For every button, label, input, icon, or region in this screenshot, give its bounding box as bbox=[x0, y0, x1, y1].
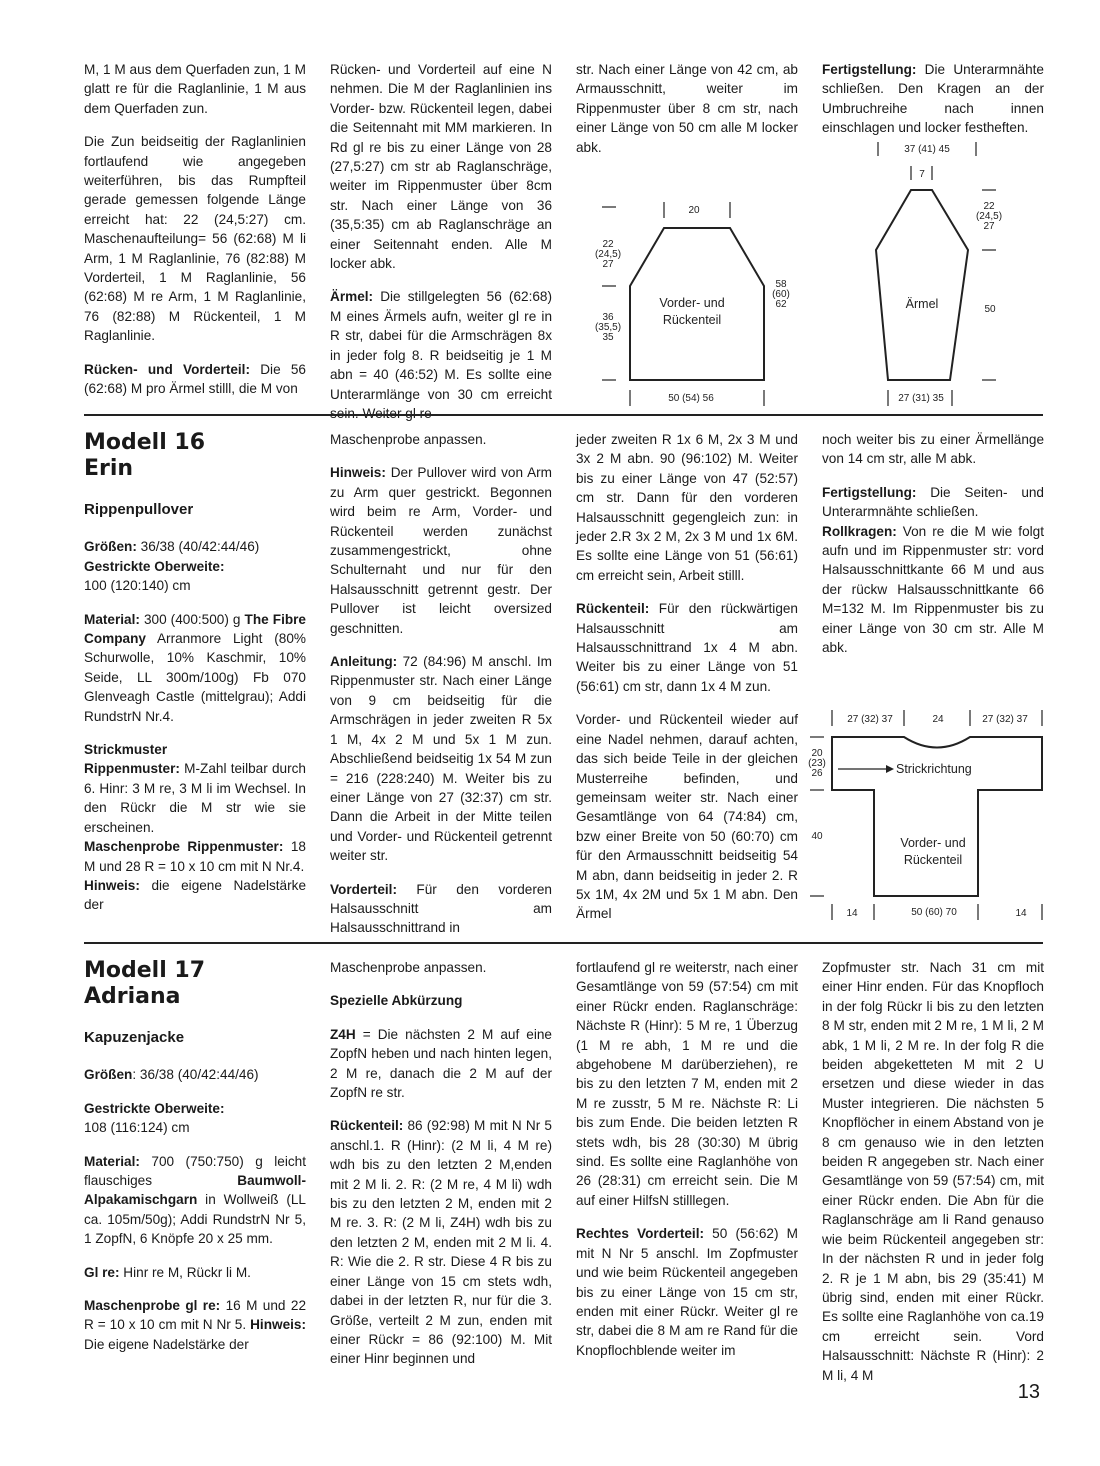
model-number: Modell 17 bbox=[84, 958, 206, 983]
brand-name: Baumwoll-Alpakamischgarn bbox=[84, 1173, 306, 1208]
inline-label: Ärmel: bbox=[330, 289, 374, 305]
brand-name: The Fibre Company bbox=[84, 611, 306, 647]
inline-text: Von re die M wie folgt aufn und im Rippenmuster str: vord Halsausschnittkante 66 M und aus der rückw Halsausschnittkante 66 M=132 M. Im Rippenmuster bis zu einer Länge von 30 cm str. Alle M abk. bbox=[822, 523, 1044, 656]
inline-text: die eigene Nadelstärke der bbox=[84, 877, 306, 913]
page-number: 13 bbox=[1017, 1381, 1040, 1403]
dim-bottom-left: 14 bbox=[846, 908, 858, 919]
model-name: Adriana bbox=[84, 984, 181, 1009]
inline-label: Rückenteil: bbox=[330, 1118, 404, 1134]
inline-text: in Wollweiß (LL ca. 105m/50g); Addi RundstrN Nr 5, 1 ZopfN, 6 Knöpfe 20 x 25 mm. bbox=[84, 1192, 306, 1247]
paragraph bbox=[330, 287, 552, 423]
inline-text: 50 (56:62) M mit N Nr 5 anschl. Im Zopfmuster und wie beim Rückenteil angegeben bis zu einer Länge von 15 cm str, enden mit einer Rückr. Weiter gl re str, dabei die 8 M am re Rand für die Knopflochblende weiter im bbox=[576, 1226, 798, 1358]
dim-right-top-3: 27 bbox=[983, 221, 995, 232]
inline-label: Maschenprobe Rippenmuster: bbox=[84, 839, 284, 855]
arrow-right-icon bbox=[886, 765, 894, 773]
inline-text: Die Seiten- und Unterarmnähte schließen. bbox=[822, 484, 1044, 520]
dim-left-bottom-2: (35,5) bbox=[594, 322, 622, 333]
section3-col3 bbox=[576, 958, 798, 1360]
section-divider bbox=[84, 942, 1043, 944]
paragraph: Vorder- und Rückenteil wieder auf eine Nadel nehmen, darauf achten, das sich beide Teile in der gleichen Musterreihe befinden, und gemeinsam weiter str. Nach einer Gesamtlänge von 64 (74:84) cm, bzw einer Breite von 50 (60:70) cm für den Armausschnitt beidseitig 54 M abn, dann beidseitig in jeder 2. R 5x 1M, 4x 2M und 5x 1 M abn. Den Ärmel bbox=[576, 712, 798, 922]
dim-right-1: 58 bbox=[775, 279, 787, 290]
inline-text: M-Zahl teilbar durch 6. Hinr: 3 M re, 3 M li im Wechsel. In den Rückr die M str wie sie erscheinen. bbox=[84, 761, 306, 835]
dim-left-top-2: (24,5) bbox=[594, 249, 622, 260]
inline-text: 72 (84:96) M anschl. Im Rippenmuster str. Nach einer Länge von 9 cm beidseitig für die Armschrägen in jeder zweiten R 5x 1 M, 4x 2 M und 5x 1 M zun. Abschließend beidseitig 1x 54 M zun = 216 (228:240) M. Weiter bis zu einer Länge von 27 (32:37) cm str. Dann die Arbeit in der Mitte teilen und Vorder- und Rückenteil getrennt weiter str. bbox=[330, 654, 552, 864]
inline-text: 18 M und 28 R = 10 x 10 cm mit N Nr.4. bbox=[84, 839, 306, 874]
section2-col3 bbox=[576, 430, 798, 924]
paragraph: 108 (116:124) cm bbox=[84, 1120, 190, 1136]
paragraph: M, 1 M aus dem Querfaden zun, 1 M glatt re für die Raglanlinie, 1 M aus dem Querfaden zun. bbox=[84, 62, 306, 116]
inline-text: Die eigene Nadelstärke der bbox=[84, 1336, 249, 1352]
dim-right-3: 62 bbox=[775, 299, 787, 310]
section3-col1 bbox=[84, 958, 306, 1354]
paragraph bbox=[84, 740, 306, 759]
paragraph bbox=[330, 652, 552, 865]
dim-left-top-1: 20 bbox=[811, 748, 823, 759]
paragraph bbox=[84, 876, 306, 915]
inline-label: Material: bbox=[84, 611, 140, 627]
paragraph bbox=[330, 1025, 552, 1103]
paragraph bbox=[84, 1263, 306, 1282]
inline-text: 300 (400:500) g bbox=[139, 611, 245, 627]
piece-label: Ärmel bbox=[905, 297, 939, 311]
inline-label: Größen: bbox=[84, 539, 137, 555]
dim-top-mid: 24 bbox=[932, 714, 944, 725]
inline-text: Für den rückwärtigen Halsausschnitt am Halsausschnittrand 1x 4 M abn. Weiter bis zu einer Länge von 51 (56:61) cm str, dann 1x 4 M zun. bbox=[576, 601, 798, 694]
inline-label: Rechtes Vorderteil: bbox=[576, 1226, 705, 1242]
body-schematic-diagram bbox=[580, 190, 810, 410]
paragraph: Maschenprobe anpassen. bbox=[330, 432, 487, 447]
section1-col1 bbox=[84, 60, 306, 399]
paragraph: str. Nach einer Länge von 42 cm, ab Armausschnitt, weiter im Rippenmuster über 8 cm str, nach einer Länge von 50 cm alle M locker abk. bbox=[576, 62, 798, 155]
inline-label: Z4H bbox=[330, 1026, 356, 1042]
dim-right-top-2: (24,5) bbox=[975, 211, 1003, 222]
section2-col1 bbox=[84, 430, 306, 915]
paragraph bbox=[330, 1116, 552, 1368]
paragraph bbox=[84, 837, 306, 876]
paragraph bbox=[84, 1152, 306, 1249]
sleeve-schematic-diagram bbox=[864, 138, 1044, 410]
dim-left-top-2: (23) bbox=[808, 758, 826, 769]
paragraph bbox=[330, 463, 552, 638]
inline-label: Größen bbox=[84, 1067, 133, 1083]
dim-left-top-1: 22 bbox=[602, 239, 614, 250]
inline-heading: Strickmuster bbox=[84, 742, 168, 758]
dim-top: 20 bbox=[688, 205, 700, 216]
inline-text: Der Pullover wird von Arm zu Arm quer gestrickt. Begonnen wird beim re Arm, Vorder- und Rückenteil werden zunächst zusammengestrickt, ohne Schulternaht und nur für den Halsausschnitt getrennt gestr. Der Pullover ist leicht oversized geschnitten. bbox=[330, 465, 552, 636]
inline-text: 700 (750:750) g leicht flauschiges bbox=[84, 1153, 306, 1189]
paragraph bbox=[84, 1065, 306, 1084]
section3-col4 bbox=[822, 958, 1044, 1385]
dim-top: 7 bbox=[919, 169, 925, 180]
inline-label: Fertigstellung: bbox=[822, 62, 917, 77]
inline-text: Hinr re M, Rückr li M. bbox=[119, 1264, 251, 1280]
dim-top-left: 27 (32) 37 bbox=[847, 714, 893, 725]
inline-label: Rollkragen: bbox=[822, 523, 897, 539]
paragraph: jeder zweiten R 1x 6 M, 2x 3 M und 3x 2 M abn. 90 (96:102) M. Weiter bis zu einer Länge von 47 (52:57) cm str. Dann für den vorderen Halsausschnitt gegengleich zun: in jeder 2.R 3x 2 M, 2x 3 M und 1x 6M. Es sollte eine Länge von 51 (56:61) cm erreicht sein, Arbeit stilll. bbox=[576, 432, 798, 583]
section1-col3 bbox=[576, 60, 798, 157]
model-number: Modell 16 bbox=[84, 430, 206, 455]
section2-col2 bbox=[330, 430, 552, 938]
dim-top-right: 27 (32) 37 bbox=[982, 714, 1028, 725]
inline-label: Hinweis: bbox=[250, 1317, 306, 1333]
section1-col2 bbox=[330, 60, 552, 423]
inline-text: Für den vorderen Halsausschnitt am Halsausschnittrand in bbox=[330, 881, 552, 936]
paragraph bbox=[822, 483, 1044, 522]
paragraph: Rücken- und Vorderteil auf eine N nehmen. Die M der Raglanlinien ins Vorder- bzw. Rückenteil legen, dabei die Seitennaht mit MM markieren. In Rd gl re bis zu einer Länge von 28 (27,5:27) cm str ab Raglanschräge, weiter im Rippenmuster über 8cm str. Nach einer Länge von 36 (35,5:35) cm ab Raglanschräge an einer Seitennaht enden. Alle M locker abk. bbox=[330, 62, 552, 272]
inline-text: 16 M und 22 R = 10 x 10 cm mit N Nr 5. bbox=[84, 1298, 306, 1333]
dim-left-top-3: 26 bbox=[811, 768, 823, 779]
inline-heading: Spezielle Abkürzung bbox=[330, 993, 463, 1009]
inline-text: : 36/38 (40/42:44/46) bbox=[132, 1067, 259, 1083]
inline-label: Material: bbox=[84, 1153, 140, 1169]
paragraph bbox=[84, 1296, 306, 1354]
inline-text: Die Unterarmnähte schließen. Den Kragen an der Umbruchreihe nach innen einschlagen und locker festheften. bbox=[822, 62, 1044, 136]
inline-label: Gl re: bbox=[84, 1264, 120, 1280]
inline-label: Rücken- und Vorderteil: bbox=[84, 361, 250, 377]
pullover-outline bbox=[832, 737, 1042, 896]
piece-label-1: Vorder- und bbox=[900, 836, 966, 850]
section2-col4 bbox=[822, 430, 1044, 657]
inline-text: 86 (92:98) M mit N Nr 5 anschl.1. R (Hinr): (2 M li, 4 M re) wdh bis zu den letzten 2 M,enden mit 2 M li. 2. R: (2 M re, 4 M li) wdh bis zu den letzten 2 M, enden mit 2 M re. 3. R: (2 M li, Z4H) wdh bis zu den letzten 2 M, enden mit 2 M li. 4. R: Wie die 2. R str. Diese 4 R bis zu einer Länge von 15 cm stets wdh, dabei in der letzten R, nur für die 3. Größe, verteilt 2 M zun, enden mit einer Rückr = 86 (92:100) M. Mit einer Hinr beginnen und bbox=[330, 1118, 552, 1367]
model-name: Erin bbox=[84, 456, 134, 481]
inline-label: Gestrickte Oberweite: bbox=[84, 1100, 225, 1116]
dim-bottom: 27 (31) 35 bbox=[898, 393, 944, 404]
dim-right-2: (60) bbox=[772, 289, 790, 300]
inline-label: Hinweis: bbox=[84, 877, 140, 893]
model-subtitle: Rippenpullover bbox=[84, 501, 194, 518]
inline-label: Rippenmuster: bbox=[84, 761, 180, 777]
inline-label: Gestrickte Oberweite: bbox=[84, 558, 225, 574]
paragraph bbox=[822, 522, 1044, 658]
dim-bottom-right: 14 bbox=[1015, 908, 1027, 919]
section-divider bbox=[84, 414, 1043, 416]
inline-label: Vorderteil: bbox=[330, 881, 397, 897]
dim-left-bottom-3: 35 bbox=[602, 332, 614, 343]
paragraph: fortlaufend gl re weiterstr, nach einer Gesamtlänge von 59 (57:54) cm mit einer Rückr enden. Raglanschräge: Nächste R (Hinr): 5 M re, 1 Überzug (1 M re abh, 1 M re und die abgehobene M darüberziehen), re bis zu den letzten 7 M, enden mit 2 M re zusstr, 5 M re. Nächste R: Li bis zum Ende. Die beiden letzten R stets wdh, bis 28 (30:30) M übrig sind. Es sollte eine Raglanhöhe von 26 (28:31) cm erreicht sein. Die M auf einer HilfsN stilllegen. bbox=[576, 960, 798, 1208]
dim-top-wide: 37 (41) 45 bbox=[904, 144, 950, 155]
paragraph bbox=[84, 610, 306, 726]
paragraph: Maschenprobe anpassen. bbox=[330, 960, 487, 975]
dim-bottom: 50 (54) 56 bbox=[668, 393, 714, 404]
inline-label: Fertigstellung: bbox=[822, 484, 917, 500]
paragraph bbox=[84, 360, 306, 399]
paragraph: noch weiter bis zu einer Ärmellänge von 14 cm str, alle M abk. bbox=[822, 432, 1044, 467]
model-subtitle: Kapuzenjacke bbox=[84, 1029, 185, 1046]
piece-label-1: Vorder- und bbox=[659, 296, 725, 310]
dim-left-bottom-1: 36 bbox=[602, 312, 614, 323]
pullover-schematic-diagram bbox=[804, 706, 1044, 922]
paragraph bbox=[330, 880, 552, 938]
inline-label: Maschenprobe gl re: bbox=[84, 1298, 221, 1314]
inline-label: Rückenteil: bbox=[576, 601, 650, 617]
arrow-label: Strickrichtung bbox=[896, 762, 972, 776]
piece-label-2: Rückenteil bbox=[903, 853, 963, 867]
paragraph bbox=[822, 60, 1044, 138]
dim-right-bottom: 50 bbox=[984, 304, 996, 315]
inline-label: Anleitung: bbox=[330, 654, 398, 670]
inline-text: 36/38 (40/42:44/46) bbox=[136, 539, 260, 555]
paragraph bbox=[576, 1224, 798, 1360]
dim-right-top-1: 22 bbox=[983, 201, 995, 212]
paragraph bbox=[330, 991, 552, 1010]
section3-col2 bbox=[330, 958, 552, 1369]
piece-label-2: Rückenteil bbox=[662, 313, 722, 327]
inline-text: = Die nächsten 2 M auf eine ZopfN heben und nach hinten legen, 2 M re, danach die 2 M auf der ZopfN re str. bbox=[330, 1026, 552, 1101]
section1-col4 bbox=[822, 60, 1044, 138]
sleeve-outline bbox=[876, 190, 968, 380]
paragraph: Die Zun beidseitig der Raglanlinien fortlaufend wie angegeben weiterführen, bis das Rumpfteil gerade gemessen folgende Länge erreicht hat: 22 (24,5:27) cm. Maschenaufteilung= 56 (62:68) M li Arm, 1 M Raglanlinie, 76 (82:88) M Vorderteil, 1 M Raglanlinie, 56 (62:68) M re Arm, 1 M Raglanlinie, 76 (82:88) M Rückenteil, 1 M Raglanlinie. bbox=[84, 134, 306, 344]
paragraph bbox=[576, 599, 798, 696]
inline-label: Hinweis: bbox=[330, 465, 386, 481]
inline-text: Die 56 (62:68) M pro Ärmel stilll, die M von bbox=[84, 361, 306, 397]
paragraph: 100 (120:140) cm bbox=[84, 578, 191, 594]
inline-text: Arranmore Light (80% Schurwolle, 10% Kaschmir, 10% Seide, LL 300m/100g) Fb 070 Glenveagh Castle (mittelgrau); Addi RundstrN Nr.4. bbox=[84, 631, 306, 724]
paragraph: Zopfmuster str. Nach 31 cm mit einer Hinr enden. Für das Knopfloch in der folg Rückr li bis zu den letzten 8 M str, enden mit 2 M re, 1 M li, 2 M abk, 1 M li, 2 M re. In der folg R die beiden abgeketteten M mit 2 U ersetzen und diese wieder in das Muster integrieren. Die nächsten 5 Knopflöcher in einem Abstand von je 8 cm genauso wie in den letzten beiden R angegeben str. Nach einer Gesamtlänge von 59 (57:54) cm, mit einer Rückr enden. Die Abn für die Raglanschräge am li Rand genauso wie beim Rückenteil angegeben str: In der nächsten R und in jeder folg 2. R je 1 M abn, bis 29 (35:41) M übrig sind, enden mit einer Rückr. Es sollte eine Raglanhöhe von ca.19 cm erreicht sein. Vord Halsausschnitt: Nächste R (Hinr): 2 M li, 4 M bbox=[822, 960, 1044, 1383]
dim-bottom-mid: 50 (60) 70 bbox=[911, 907, 957, 918]
paragraph bbox=[84, 537, 306, 556]
dim-left-top-3: 27 bbox=[602, 259, 614, 270]
paragraph bbox=[84, 557, 306, 576]
paragraph bbox=[84, 1099, 306, 1118]
dim-left-bottom: 40 bbox=[811, 831, 823, 842]
paragraph bbox=[84, 759, 306, 837]
inline-text: Die stillgelegten 56 (62:68) M eines Ärmels aufn, weiter gl re in R str, dabei für die Armschrägen 8x in jeder folg 8. R beidseitig je 1 M abn = 40 (46:52) M. Es sollte eine Unterarmlänge von 30 cm erreicht sein. Weiter gl re bbox=[330, 289, 552, 421]
